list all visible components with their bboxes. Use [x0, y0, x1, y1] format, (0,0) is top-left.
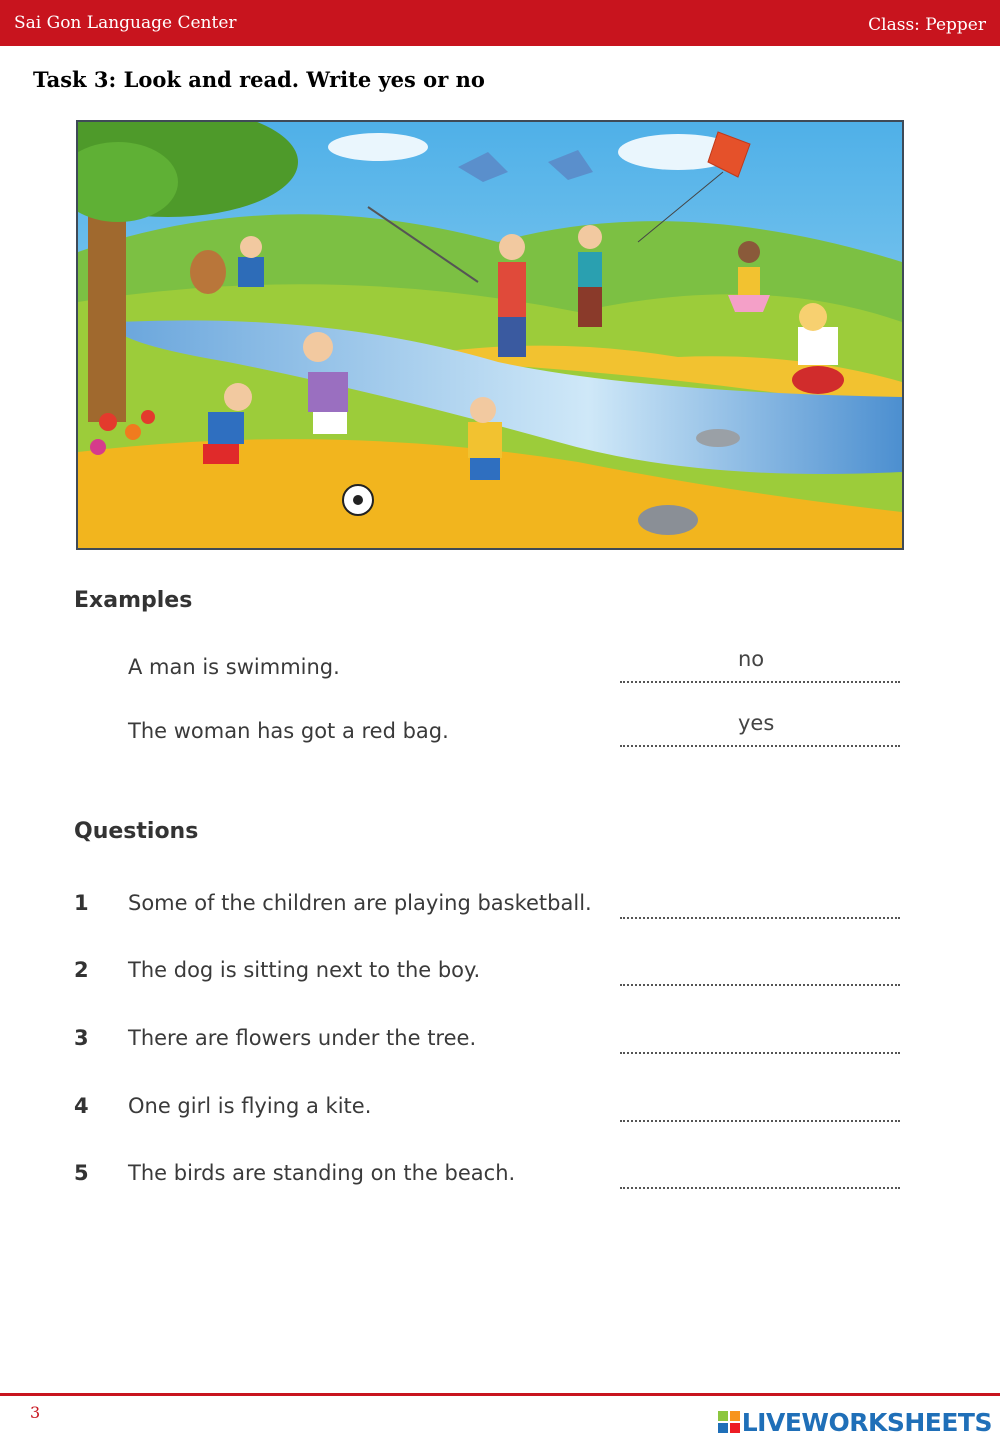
liveworksheets-logo[interactable] [718, 1407, 992, 1437]
example-answer: yes [738, 711, 775, 735]
answer-line [620, 677, 900, 683]
question-row [74, 891, 904, 931]
class-name: Class: Pepper [868, 15, 986, 35]
school-name: Sai Gon Language Center [14, 13, 237, 33]
question-number: 2 [74, 958, 89, 982]
examples-heading: Examples [74, 588, 193, 613]
question-row [74, 1026, 904, 1066]
task-title: Task 3: Look and read. Write yes or no [33, 67, 485, 92]
question-row [74, 958, 904, 998]
answer-input-5[interactable] [620, 1183, 900, 1189]
question-text: The dog is sitting next to the boy. [128, 958, 481, 982]
answer-line [620, 741, 900, 747]
question-text: One girl is flying a kite. [128, 1094, 372, 1118]
answer-input-2[interactable] [620, 980, 900, 986]
answer-input-1[interactable] [620, 913, 900, 919]
question-text: Some of the children are playing basketball. [128, 891, 592, 915]
footer-divider [0, 1393, 1000, 1396]
answer-input-3[interactable] [620, 1048, 900, 1054]
question-row [74, 1161, 904, 1201]
question-number: 3 [74, 1026, 89, 1050]
question-text: There are flowers under the tree. [128, 1026, 477, 1050]
question-number: 1 [74, 891, 89, 915]
example-sentence: A man is swimming. [128, 655, 340, 679]
answer-input-4[interactable] [620, 1116, 900, 1122]
example-row [74, 647, 904, 695]
example-row [74, 711, 904, 759]
question-number: 5 [74, 1161, 89, 1185]
question-row [74, 1094, 904, 1134]
header-bar [0, 0, 1000, 46]
liveworksheets-icon [718, 1411, 740, 1433]
questions-heading: Questions [74, 819, 199, 844]
brand-name: LIVEWORKSHEETS [741, 1407, 992, 1437]
park-scene-illustration [76, 120, 904, 550]
page-number: 3 [30, 1403, 41, 1422]
example-answer: no [738, 647, 765, 671]
example-sentence: The woman has got a red bag. [128, 719, 449, 743]
question-text: The birds are standing on the beach. [128, 1161, 516, 1185]
question-number: 4 [74, 1094, 89, 1118]
